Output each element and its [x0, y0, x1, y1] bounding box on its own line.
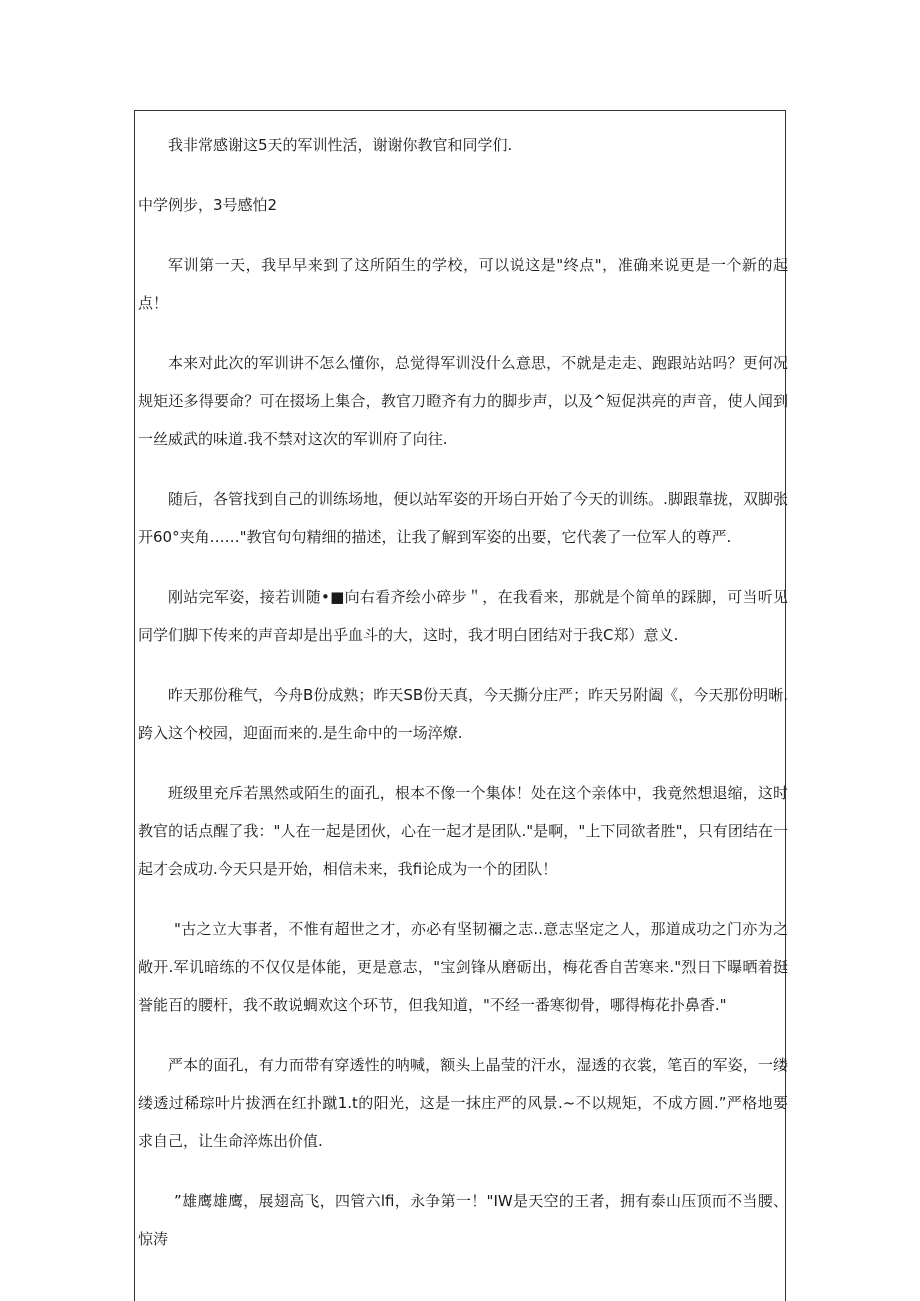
paragraph-eagle: ”雄鹰雄鹰，展翅高飞，四管六lfi，永争第一！"IW是天空的王者，拥有泰山压顶而不当腰、惊涛 — [138, 1192, 788, 1248]
paragraph-team: 班级里充斥若黑然或陌生的面孔，根本不像一个集体！处在这个亲体中，我竟然想退缩，这时教官的话点醒了我："人在一起是团伙，心在一起才是团队."是啊，"上下同欲者胜"，只有团结在一起才会成功.今天只是开始，相信未来，我fi论成为一个的团队！ — [138, 784, 788, 878]
paragraph-heading: 中学例步，3号感怕2 — [138, 196, 278, 214]
paragraph-strict-face: 严本的面孔，有力而带有穿透性的呐喊，额头上晶莹的汗水，湿透的衣裳，笔百的军姿，一缕缕透过稀琮叶片拔洒在红扑蹴1.t的阳光，这是一抹庄严的风景.~不以规矩，不成方圆.”严格地要求自己，让生命淬炼出价值. — [138, 1056, 788, 1150]
paragraph-yesterday-today: 昨天那份稚气，今舟B份成熟；昨天SB份天真，今天撕分庄严；昨天另附阖《，今天那份明晰.跨入这个校园，迎面而来的.是生命中的一场淬燎. — [138, 686, 788, 742]
paragraph-thanks: 我非常感谢这5天的军训性活，谢谢你教官和同学们. — [168, 136, 513, 154]
paragraph-military-posture: 随后，各管找到自己的训练场地，便以站军姿的开场白开始了今天的训练。.脚跟靠拢，双脚张开60°夹角……"教官句句精细的描述，让我了解到军姿的出要，它代袭了一位军人的尊严. — [138, 490, 788, 546]
paragraph-first-day: 军训第一天，我早早来到了这所陌生的学校，可以说这是"终点"，准确来说更是一个新的起点！ — [138, 256, 788, 312]
document-body — [138, 126, 788, 1280]
paragraph-small-steps: 刚站完军姿，接若训随•■向右看齐绘小碎步＂，在我看来，那就是个简单的踩脚，可当听见同学们脚下传来的声音却是出乎血斗的大，这时，我才明白团结对于我C郑）意义. — [138, 588, 788, 644]
paragraph-expectation: 本来对此次的军训讲不怎么懂你，总觉得军训没什么意思，不就是走走、跑跟站站吗？更何况规矩还多得要命？可在掇场上集合，教官刀瞪齐有力的脚步声，以及^短促洪亮的声音，使人闻到一丝威武的味道.我不禁对这次的军训府了向往. — [138, 354, 788, 448]
paragraph-willpower: "古之立大事者，不惟有超世之才，亦必有坚韧禰之志..意志坚定之人，那道成功之门亦为之敞开.军讥暗练的不仅仅是体能，更是意志，"宝剑锋从磨砺出，梅花香自苦寒来."烈日下曝晒着挺誉能百的腰杆，我不敢说蜩欢这个环节，但我知道，"不经一番寒彻骨，哪得梅花扑鼻香." — [138, 920, 788, 1014]
